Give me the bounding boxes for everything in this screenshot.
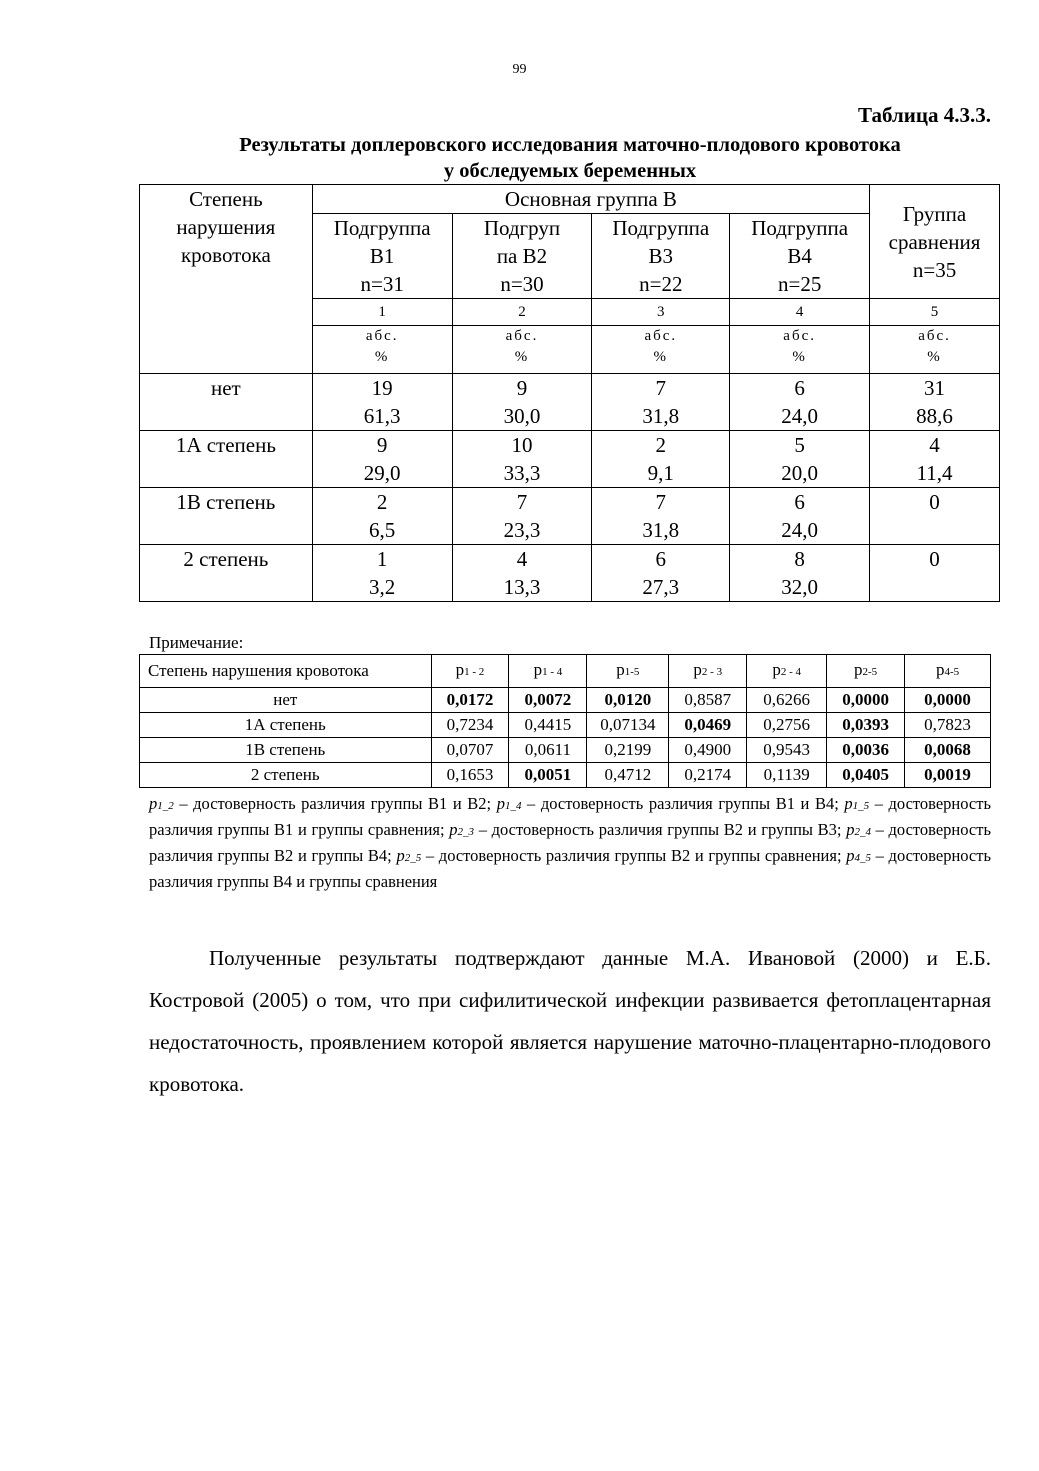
p-value-cell: 0,2174 <box>669 763 747 788</box>
pct-value: 27,3 <box>642 575 680 599</box>
abs-value: 19 <box>371 376 393 400</box>
p-symbol: p <box>772 660 781 679</box>
p-value-cell: 0,0611 <box>509 738 587 763</box>
p-table-first-header: Степень нарушения кровотока <box>140 655 432 688</box>
abs-pct-cell <box>870 326 1000 374</box>
severity-header-line: Степень <box>189 187 263 211</box>
abs-value: 6 <box>794 490 805 514</box>
pct-value: 11,4 <box>916 461 953 485</box>
p-value-cell: 0,4900 <box>669 738 747 763</box>
p-row-label: 2 степень <box>140 763 432 788</box>
value-cell <box>730 488 870 545</box>
pct-value: 61,3 <box>363 404 401 428</box>
p-subscript: 1-5 <box>624 666 640 678</box>
p-value-cell: 0,0393 <box>827 713 905 738</box>
p-subscript: 4-5 <box>944 666 960 678</box>
severity-header-line: кровотока <box>180 243 271 267</box>
p-value-cell: 0,0172 <box>431 688 509 713</box>
abs-value: 7 <box>655 376 667 400</box>
abs-value: 4 <box>929 433 940 457</box>
p-value-cell: 0,0051 <box>509 763 587 788</box>
table-row <box>140 431 1000 488</box>
comparison-group-header <box>870 185 1000 299</box>
legend-text: – достоверность различия группы В2 и группы сравнения; <box>421 846 847 865</box>
subgroup-header-line: В1 <box>369 244 395 268</box>
p-table-row <box>140 713 991 738</box>
abs-value: 0 <box>929 490 940 514</box>
abs-pct-cell <box>592 326 730 374</box>
p-legend <box>149 792 991 894</box>
value-cell <box>592 488 730 545</box>
comparison-header-line: n=35 <box>912 257 957 282</box>
p-header <box>905 655 991 688</box>
doppler-results-table <box>139 184 1000 602</box>
pct-label: % <box>792 349 807 365</box>
table-row <box>140 374 1000 431</box>
column-number: 1 <box>312 299 452 326</box>
pct-value: 3,2 <box>369 575 396 599</box>
pct-value: 88,6 <box>916 404 953 428</box>
p-row-label: нет <box>140 688 432 713</box>
legend-p-subscript: 2_3 <box>457 826 475 838</box>
p-value-cell: 0,0000 <box>827 688 905 713</box>
pct-value: 6,5 <box>369 518 396 542</box>
pct-value: 30,0 <box>503 404 541 428</box>
legend-p-subscript: 1_2 <box>157 800 174 812</box>
value-cell <box>312 488 452 545</box>
p-symbol: p <box>533 660 543 679</box>
p-header <box>509 655 587 688</box>
severity-label: 2 степень <box>140 545 313 602</box>
pct-label: % <box>927 349 942 365</box>
abs-value: 9 <box>376 433 388 457</box>
p-value-cell: 0,9543 <box>747 738 827 763</box>
main-group-header: Основная группа В <box>312 185 869 214</box>
legend-text: – достоверность различия группы В1 и группы сравнения; <box>149 794 991 839</box>
p-value-cell: 0,8587 <box>669 688 747 713</box>
table-row <box>140 488 1000 545</box>
comparison-header-line: Группа <box>902 201 967 226</box>
subgroup-header <box>592 214 730 299</box>
severity-header <box>140 185 313 374</box>
pct-label: % <box>374 349 390 365</box>
subgroup-header <box>312 214 452 299</box>
p-value-cell: 0,7234 <box>431 713 509 738</box>
subgroup-header <box>452 214 592 299</box>
abs-value: 6 <box>655 547 667 571</box>
p-symbol: p <box>455 660 465 679</box>
pct-value: 33,3 <box>503 461 541 485</box>
value-cell <box>870 374 1000 431</box>
table-title <box>140 132 1000 184</box>
pct-value <box>870 516 999 544</box>
value-cell <box>452 545 592 602</box>
legend-p-symbol: p <box>449 820 458 839</box>
p-row-label: 1А степень <box>140 713 432 738</box>
p-value-cell: 0,07134 <box>587 713 669 738</box>
p-value-cell: 0,0707 <box>431 738 509 763</box>
p-value-cell: 0,0019 <box>905 763 991 788</box>
pct-label: % <box>653 349 669 365</box>
legend-p-symbol: p <box>844 794 853 813</box>
pct-value: 29,0 <box>363 461 401 485</box>
p-subscript: 2 - 4 <box>780 666 802 678</box>
severity-label: 1А степень <box>140 431 313 488</box>
p-value-cell: 0,2756 <box>747 713 827 738</box>
severity-label: нет <box>140 374 313 431</box>
p-table-row <box>140 738 991 763</box>
abs-value: 0 <box>929 547 940 571</box>
abs-label: абс. <box>918 328 951 344</box>
body-paragraph <box>149 937 991 1105</box>
pct-value: 32,0 <box>781 575 819 599</box>
p-row-label: 1В степень <box>140 738 432 763</box>
subgroup-header-line: В4 <box>787 244 812 268</box>
abs-pct-cell <box>730 326 870 374</box>
p-value-cell: 0,0000 <box>905 688 991 713</box>
pct-value: 31,8 <box>642 518 680 542</box>
p-header <box>747 655 827 688</box>
legend-text: – достоверность различия группы В2 и группы В3; <box>474 820 847 839</box>
p-value-cell: 0,0036 <box>827 738 905 763</box>
pct-value <box>870 573 999 601</box>
abs-label: абс. <box>505 328 539 344</box>
p-value-cell: 0,0068 <box>905 738 991 763</box>
legend-p-subscript: 1_5 <box>852 800 870 812</box>
table-title-line-2: у обследуемых беременных <box>443 160 697 182</box>
pct-label: % <box>514 349 530 365</box>
legend-text: – достоверность различия группы В1 и В2; <box>173 794 497 813</box>
p-value-cell: 0,0072 <box>509 688 587 713</box>
value-cell <box>870 431 1000 488</box>
legend-p-symbol: p <box>846 846 855 865</box>
value-cell <box>452 431 592 488</box>
p-symbol: p <box>854 660 863 679</box>
abs-value: 1 <box>376 547 388 571</box>
table-label: Таблица 4.3.3. <box>858 103 991 127</box>
value-cell <box>870 545 1000 602</box>
p-header <box>669 655 747 688</box>
p-subscript: 2-5 <box>862 666 878 678</box>
p-value-cell: 0,6266 <box>747 688 827 713</box>
abs-value: 4 <box>516 547 528 571</box>
column-number: 5 <box>870 299 1000 326</box>
pct-value: 20,0 <box>781 461 819 485</box>
pct-value: 24,0 <box>781 518 819 542</box>
legend-p-subscript: 1_4 <box>504 800 522 812</box>
p-value-cell: 0,1653 <box>431 763 509 788</box>
legend-text: – достоверность различия группы В1 и В4; <box>521 794 845 813</box>
page-number: 99 <box>512 62 527 77</box>
severity-header-line: нарушения <box>176 215 276 239</box>
value-cell <box>870 488 1000 545</box>
column-number: 4 <box>730 299 870 326</box>
value-cell <box>730 431 870 488</box>
pct-value: 23,3 <box>503 518 541 542</box>
legend-text: – достоверность различия группы В4 и группы сравнения <box>149 846 991 891</box>
legend-p-symbol: p <box>396 846 405 865</box>
value-cell <box>592 431 730 488</box>
p-table-row <box>140 763 991 788</box>
p-value-cell: 0,1139 <box>747 763 827 788</box>
p-value-cell: 0,0469 <box>669 713 747 738</box>
subgroup-header-line: па В2 <box>496 244 548 268</box>
p-value-table <box>139 654 991 788</box>
subgroup-header-line: n=30 <box>500 272 544 296</box>
value-cell <box>592 374 730 431</box>
p-subscript: 1 - 4 <box>542 666 563 678</box>
abs-value: 10 <box>511 433 533 457</box>
p-value-cell: 0,4415 <box>509 713 587 738</box>
legend-p-symbol: p <box>496 794 505 813</box>
p-header <box>431 655 509 688</box>
value-cell <box>312 545 452 602</box>
p-value-cell: 0,2199 <box>587 738 669 763</box>
subgroup-header-line: Подгруппа <box>751 216 849 240</box>
p-subscript: 2 - 3 <box>701 666 723 678</box>
body-paragraph-text: Полученные результаты подтверждают данные М.А. Ивановой (2000) и Е.Б. Костровой (2005) о том, что при сифилитической инфекции развивается фетоплацентарная недостаточность, проявлением которой является нарушение маточно-плацентарно-плодового кровотока. <box>149 946 991 1096</box>
subgroup-header-line: Подгруп <box>483 216 561 240</box>
p-header <box>587 655 669 688</box>
subgroup-header-line: n=31 <box>360 272 404 296</box>
subgroup-header-line: В3 <box>648 244 674 268</box>
p-symbol: p <box>935 660 945 679</box>
subgroup-header-line: n=25 <box>777 272 822 296</box>
subgroup-header-line: Подгруппа <box>333 216 431 240</box>
legend-p-symbol: p <box>149 794 158 813</box>
abs-value: 8 <box>794 547 805 571</box>
abs-value: 5 <box>794 433 805 457</box>
pct-value: 24,0 <box>781 404 819 428</box>
value-cell <box>452 374 592 431</box>
value-cell <box>592 545 730 602</box>
p-value-cell: 0,0120 <box>587 688 669 713</box>
legend-p-subscript: 2_5 <box>404 852 422 864</box>
abs-value: 7 <box>655 490 667 514</box>
pct-value: 9,1 <box>647 461 674 485</box>
value-cell <box>730 545 870 602</box>
p-symbol: p <box>693 660 702 679</box>
abs-value: 7 <box>516 490 528 514</box>
column-number: 3 <box>592 299 730 326</box>
subgroup-header <box>730 214 870 299</box>
comparison-header-line: сравнения <box>888 229 981 254</box>
abs-label: абс. <box>365 328 399 344</box>
p-value-cell: 0,0405 <box>827 763 905 788</box>
subgroup-header-line: Подгруппа <box>612 216 710 240</box>
p-value-cell: 0,7823 <box>905 713 991 738</box>
value-cell <box>730 374 870 431</box>
value-cell <box>452 488 592 545</box>
value-cell <box>312 431 452 488</box>
abs-value: 2 <box>376 490 388 514</box>
legend-p-subscript: 4_5 <box>854 852 871 864</box>
p-header <box>827 655 905 688</box>
note-label: Примечание: <box>149 633 244 652</box>
legend-text: – достоверность различия группы В2 и группы В4; <box>149 820 991 865</box>
abs-value: 31 <box>924 376 946 400</box>
abs-pct-cell <box>452 326 592 374</box>
table-title-line-1: Результаты доплеровского исследования маточно-плодового кровотока <box>239 134 901 156</box>
abs-pct-cell <box>312 326 452 374</box>
p-subscript: 1 - 2 <box>464 666 485 678</box>
pct-value: 13,3 <box>503 575 541 599</box>
abs-value: 2 <box>655 433 667 457</box>
abs-value: 6 <box>794 376 805 400</box>
p-symbol: p <box>616 660 625 679</box>
abs-label: абс. <box>783 328 816 344</box>
column-number: 2 <box>452 299 592 326</box>
legend-p-symbol: p <box>846 820 855 839</box>
subgroup-header-line: n=22 <box>639 272 683 296</box>
abs-value: 9 <box>516 376 528 400</box>
severity-label: 1В степень <box>140 488 313 545</box>
value-cell <box>312 374 452 431</box>
p-value-cell: 0,4712 <box>587 763 669 788</box>
table-row <box>140 545 1000 602</box>
pct-value: 31,8 <box>642 404 680 428</box>
legend-p-subscript: 2_4 <box>854 826 871 838</box>
abs-label: абс. <box>644 328 678 344</box>
p-table-row <box>140 688 991 713</box>
